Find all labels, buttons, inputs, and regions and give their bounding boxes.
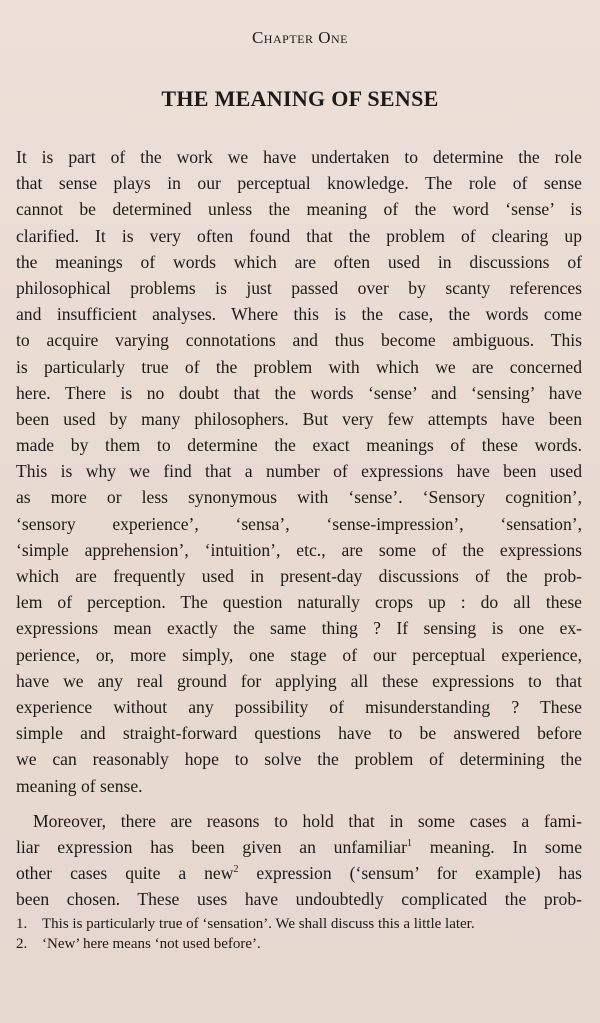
text-line: ‘simple apprehension’, ‘intuition’, etc., are some of the expressions: [16, 539, 582, 560]
footnote-number: 2.: [16, 936, 28, 952]
text-line: simple and straight-forward questions have to be answered before: [16, 723, 582, 744]
paragraph-2: [16, 808, 582, 913]
text-line: made by them to determine the exact meanings of these words.: [16, 435, 582, 456]
text-line: is particularly true of the problem with which we are concerned: [16, 356, 582, 377]
text-line: philosophical problems is just passed over by scanty references: [16, 277, 582, 298]
text-line: have we any real ground for applying all these expressions to that: [16, 670, 582, 691]
text-line: we can reasonably hope to solve the problem of determining the: [16, 749, 582, 770]
text-line: lem of perception. The question naturally crops up : do all these: [16, 592, 582, 613]
chapter-title: THE MEANING OF SENSE: [161, 86, 439, 111]
chapter-label: Chapter One: [251, 28, 349, 47]
footnote-text: ‘New’ here means ‘not used before’.: [42, 936, 261, 952]
text-line: Moreover, there are reasons to hold that in some cases a fami-: [33, 810, 582, 831]
text-line: clarified. It is very often found that the problem of clearing up: [16, 225, 582, 246]
text-line: This is why we find that a number of expressions have been used: [16, 461, 582, 482]
text-line: experience without any possibility of misunderstanding ? These: [16, 696, 582, 717]
text-line: here. There is no doubt that the words ‘sense’ and ‘sensing’ have: [16, 382, 582, 403]
body-text: [16, 144, 582, 912]
text-line: the meanings of words which are often used in discussions of: [16, 251, 582, 272]
text-line: meaning of sense.: [16, 775, 143, 796]
text-line: and insufficient analyses. Where this is the case, the words come: [16, 304, 582, 325]
text-segment: meaning. In some: [411, 836, 583, 857]
footnote-number: 1.: [16, 916, 28, 932]
text-segment: expression (‘sensum’ for example) has: [238, 863, 582, 884]
text-segment: liar expression has been given an unfamiliar: [16, 836, 407, 857]
text-line: which are frequently used in present-day discussions of the prob-: [16, 566, 582, 586]
text-line: perience, or, more simply, one stage of our perceptual experience,: [16, 644, 582, 665]
text-line: expressions mean exactly the same thing ? If sensing is one ex-: [16, 618, 582, 639]
paragraph-1: [16, 144, 582, 799]
text-line: that sense plays in our perceptual knowledge. The role of sense: [16, 173, 582, 194]
text-line: as more or less synonymous with ‘sense’. ‘Sensory cognition’,: [16, 487, 582, 508]
text-line: [16, 834, 582, 860]
paragraph-gap: [16, 799, 582, 808]
footnote-text: This is particularly true of ‘sensation’. We shall discuss this a little later.: [42, 916, 475, 932]
text-line: ‘sensory experience’, ‘sensa’, ‘sense-impression’, ‘sensation’,: [16, 513, 582, 534]
text-line: to acquire varying connotations and thus become ambiguous. This: [16, 330, 582, 351]
footnote: [16, 914, 582, 934]
footnotes: [16, 914, 582, 954]
text-line: been chosen. These uses have undoubtedly complicated the prob-: [16, 889, 582, 910]
text-line: cannot be determined unless the meaning of the word ‘sense’ is: [16, 199, 582, 220]
footnote-ref: 2: [233, 864, 239, 876]
text-line: [16, 860, 582, 886]
text-line: It is part of the work we have undertaken to determine the role: [16, 147, 582, 167]
footnote-ref: 1: [406, 838, 412, 850]
footnote: [16, 934, 582, 954]
text-line: been used by many philosophers. But very few attempts have been: [16, 408, 582, 429]
text-segment: other cases quite a new: [16, 863, 234, 884]
